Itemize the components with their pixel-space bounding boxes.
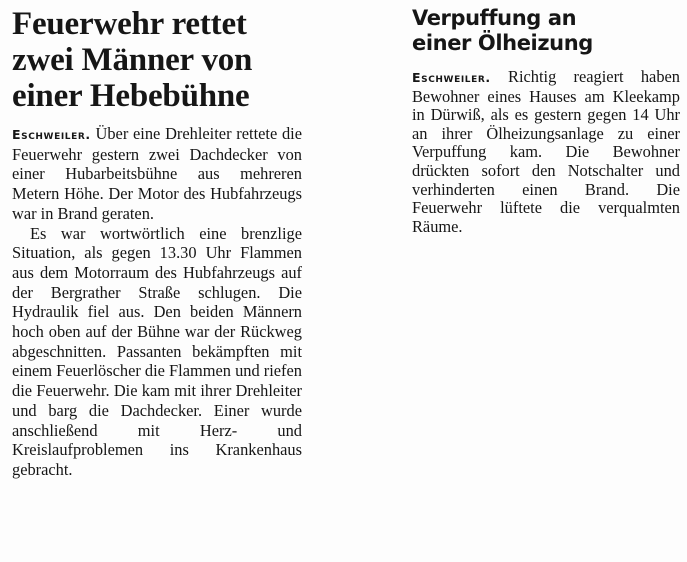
main-article xyxy=(12,6,302,480)
main-article-paragraph-1-text: Über eine Drehleiter rettete die Feuerwehr gestern zwei Dachdecker von einer Hubarbeitsbühne aus mehreren Metern Höhe. Der Motor des Hubfahrzeugs war in Brand geraten. xyxy=(12,124,302,223)
main-article-paragraph-2: Es war wortwörtlich eine brenzlige Situation, als gegen 13.30 Uhr Flammen aus dem Motorraum des Hubfahrzeugs auf der Bergrather Straße schlugen. Die Hydraulik fiel aus. Den beiden Männern hoch oben auf der Bühne war der Rückweg abgeschnitten. Passanten bekämpften mit einem Feuerlöscher die Flammen und riefen die Feuerwehr. Die kam mit ihrer Drehleiter und barg die Dachdecker. Einer wurde anschließend mit Herz- und Kreislaufproblemen ins Krankenhaus gebracht. xyxy=(12,223,302,479)
side-article xyxy=(412,6,680,236)
side-article-paragraph-1 xyxy=(412,68,680,236)
main-article-paragraph-1 xyxy=(12,124,302,224)
side-article-paragraph-1-text: Richtig reagiert haben Bewohner eines Hauses am Kleekamp in Dürwiß, als es gestern gegen 14 Uhr an ihrer Ölheizungsanlage zu einer Verpuffung kam. Die Bewohner drückten sofort den Notschalter und verhinderten einen Brand. Die Feuerwehr lüftete die verqualmten Räume. xyxy=(412,67,680,236)
main-article-headline: Feuerwehr rettet zwei Männer von einer Hebebühne xyxy=(12,6,253,114)
side-article-headline-bold: Verpuffung xyxy=(412,6,541,30)
side-article-dateline: Eschweiler. xyxy=(412,70,491,85)
side-article-headline xyxy=(412,6,680,56)
side-article-headline-rest-1: an xyxy=(540,6,577,30)
side-article-headline-rest-2: einer Ölheizung xyxy=(412,31,593,55)
main-article-dateline: Eschweiler. xyxy=(12,127,91,142)
